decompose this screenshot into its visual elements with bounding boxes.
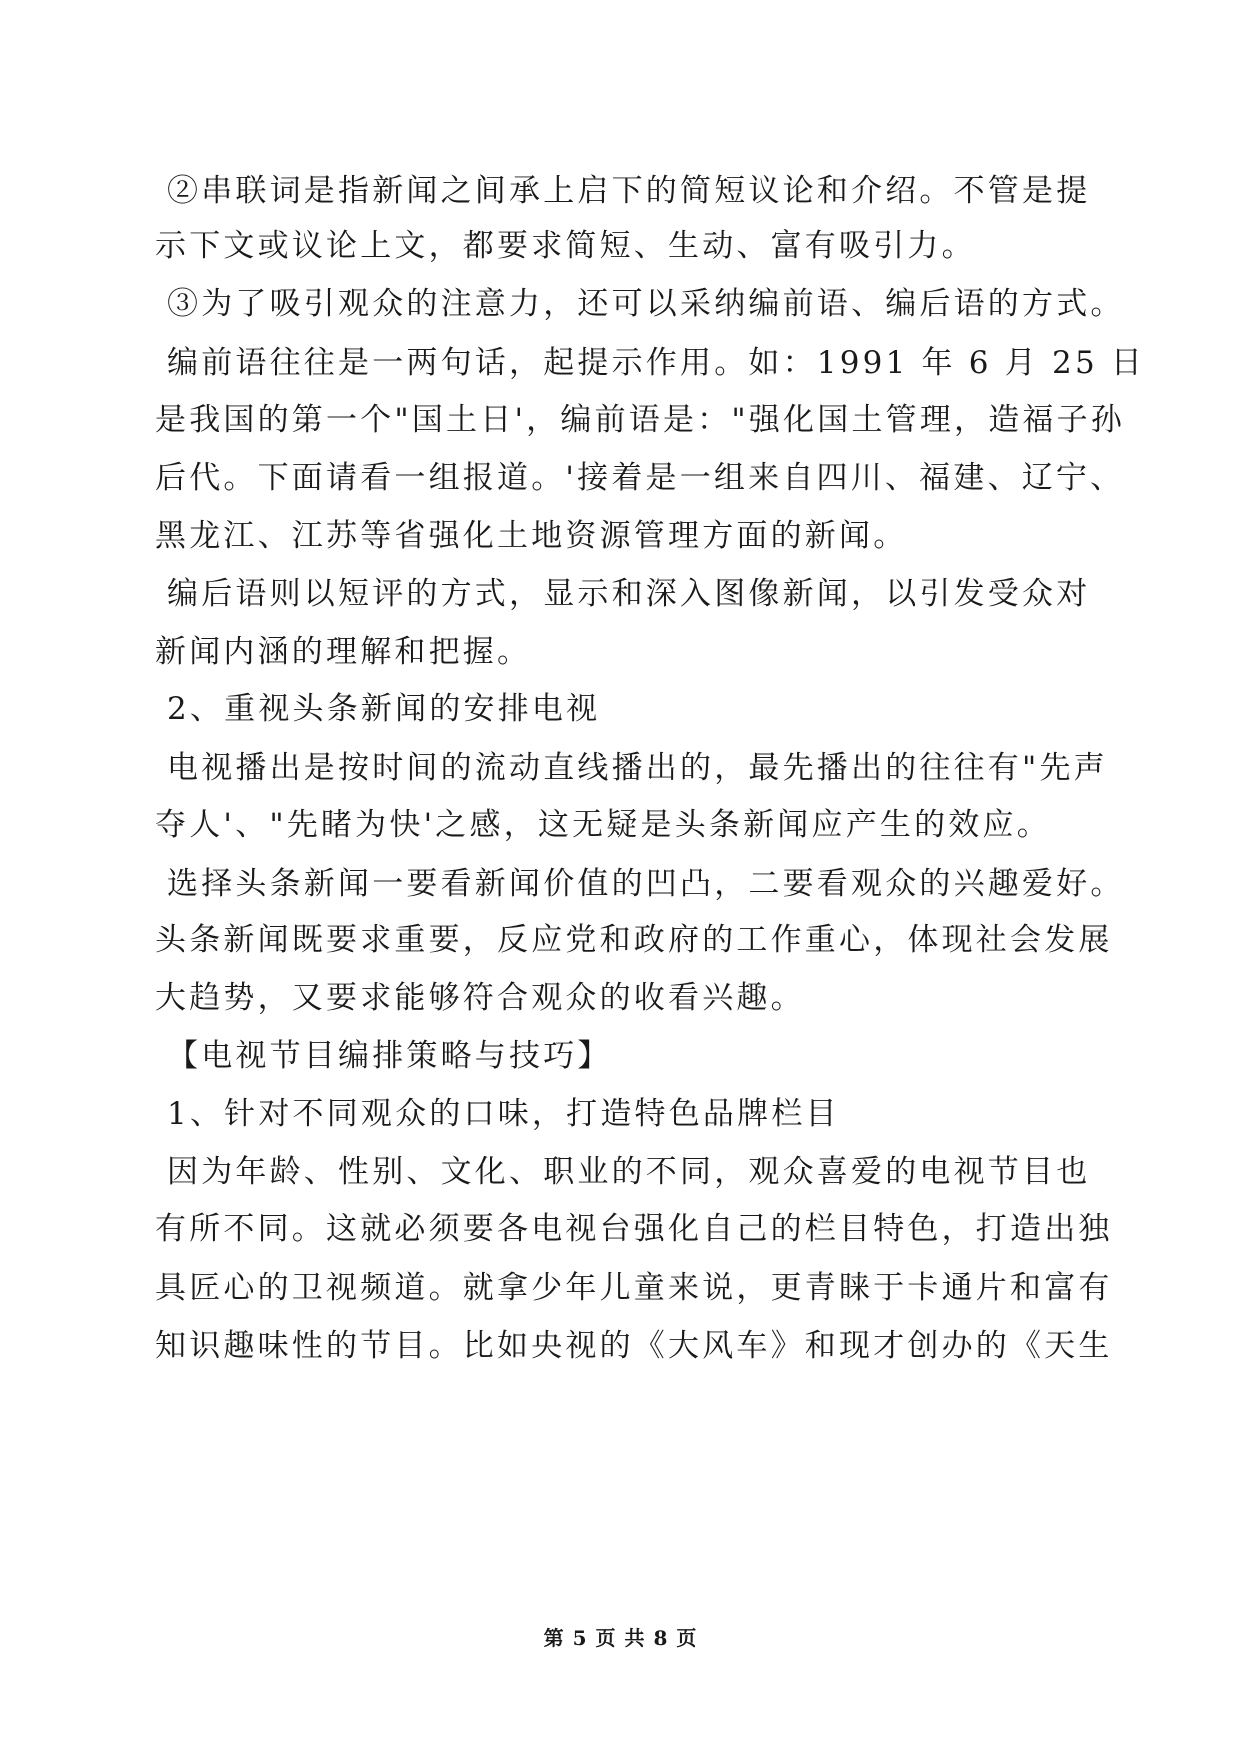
paragraph-line: 选择头条新闻一要看新闻价值的凹凸，二要看观众的兴趣爱好。 [167,866,1125,902]
section-title: 【电视节目编排策略与技巧】 [167,1038,612,1074]
page-number: 第 5 页 共 8 页 [543,1626,698,1650]
paragraph-line: 新闻内涵的理解和把握。 [155,634,532,670]
paragraph-line: ③为了吸引观众的注意力，还可以采纳编前语、编后语的方式。 [167,286,1125,322]
paragraph-line: 电视播出是按时间的流动直线播出的，最先播出的往往有"先声 [167,750,1108,786]
paragraph-line: 因为年龄、性别、文化、职业的不同，观众喜爱的电视节目也 [167,1154,1091,1190]
section-heading: 1、针对不同观众的口味，打造特色品牌栏目 [167,1096,840,1132]
section-heading: 2、重视头条新闻的安排电视 [167,691,601,727]
paragraph-line: 示下文或议论上文，都要求简短、生动、富有吸引力。 [155,228,976,264]
paragraph-line: 黑龙江、江苏等省强化土地资源管理方面的新闻。 [155,518,908,554]
paragraph-line: 大趋势，又要求能够符合观众的收看兴趣。 [155,980,805,1016]
paragraph-line: 编前语往往是一两句话，起提示作用。如：1991 年 6 月 25 日 [167,345,1146,381]
paragraph-line: 知识趣味性的节目。比如央视的《大风车》和现才创办的《天生 [155,1328,1113,1364]
paragraph-line: 编后语则以短评的方式，显示和深入图像新闻，以引发受众对 [167,576,1091,612]
paragraph-line: 夺人'、"先睹为快'之感，这无疑是头条新闻应产生的效应。 [155,807,1051,843]
paragraph-line: ②串联词是指新闻之间承上启下的简短议论和介绍。不管是提 [167,173,1091,209]
paragraph-line: 后代。下面请看一组报道。'接着是一组来自四川、福建、辽宁、 [155,460,1125,496]
paragraph-line: 是我国的第一个"国土日'，编前语是："强化国土管理，造福子孙 [155,402,1126,438]
paragraph-line: 有所不同。这就必须要各电视台强化自己的栏目特色，打造出独 [155,1211,1113,1247]
paragraph-line: 具匠心的卫视频道。就拿少年儿童来说，更青睐于卡通片和富有 [155,1270,1113,1306]
paragraph-line: 头条新闻既要求重要，反应党和政府的工作重心，体现社会发展 [155,922,1113,958]
